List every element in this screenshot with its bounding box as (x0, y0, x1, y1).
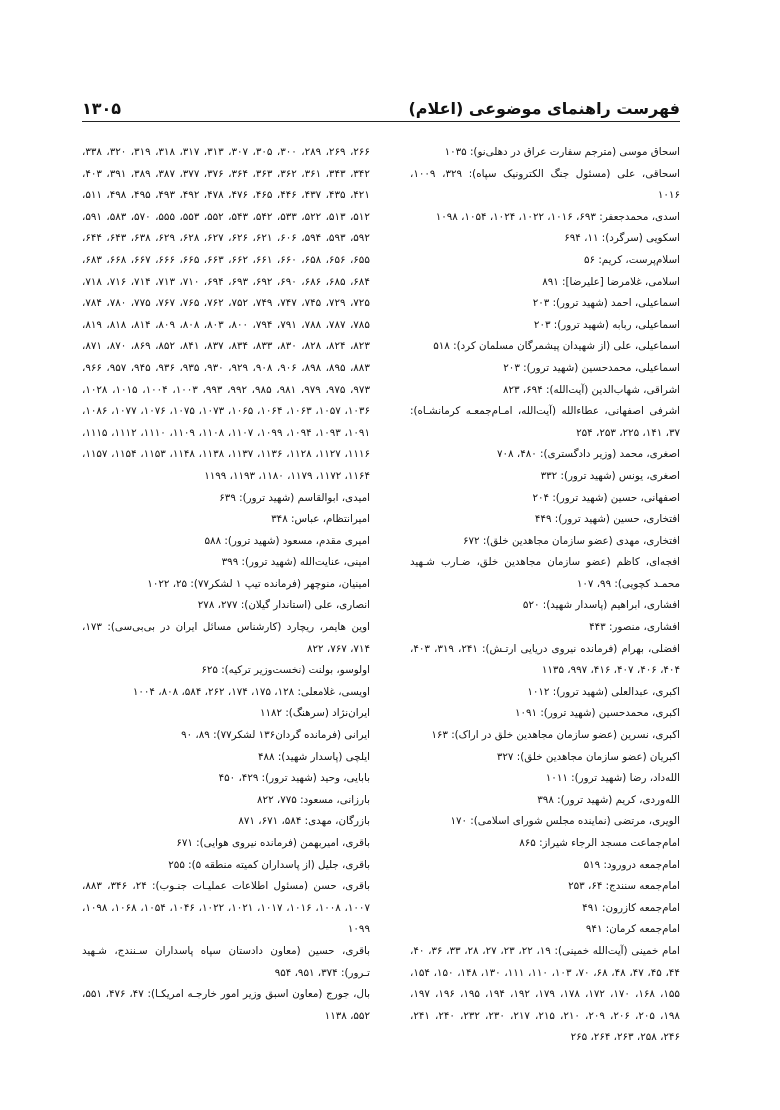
index-entry: امیری مقدم، مسعود (شهید ترور): ۵۸۸ (204, 534, 370, 547)
index-entry: اکبریان (عضو سازمان مجاهدین خلق): ۳۲۷ (496, 750, 680, 763)
index-entry: امام‌جمعه درورود: ۵۱۹ (583, 858, 680, 871)
index-entry: اسحاق موسی (مترجم سفارت عراق در دهلی‌نو): ۱۰۳۵ (444, 146, 680, 158)
index-entry: باقری، حسین (معاون دادستان سپاه پاسداران سـنندج، شـهید تـرور): ۳۷۴، ۹۵۱، ۹۵۴ (82, 944, 370, 979)
index-entry: افشاری، منصور: ۴۴۳ (589, 621, 680, 634)
index-entry: افجه‌ای، کاظم (عضو سازمان مجاهدین خلق، ضـارب شـهید محمـد کچویی): ۹۹، ۱۰۷ (410, 556, 680, 590)
index-entry: امام‌جماعت مسجد الرجاء شیراز: ۸۶۵ (519, 837, 680, 849)
index-entry: اسکویی (سرگرد): ۱۱، ۶۹۴ (564, 232, 680, 245)
index-entry: اکبری، عبدالعلی (شهید ترور): ۱۰۱۲ (527, 685, 680, 698)
index-entry: بازرگان، مهدی: ۵۸۴، ۶۷۱، ۸۷۱ (238, 815, 370, 828)
index-entry: اکبری، محمدحسین (شهید ترور): ۱۰۹۱ (514, 707, 680, 720)
index-entry: اویسی، غلامعلی: ۱۲۸، ۱۷۵، ۱۷۴، ۲۶۲، ۵۸۴، ۸۰۸، ۱۰۰۴ (132, 685, 370, 698)
index-entry: اصغری، محمد (وزیر دادگستری): ۴۸۰، ۷۰۸ (496, 448, 680, 461)
index-entry: اسماعیلی، علی (از شهیدان پیشمرگان مسلمان کرد): ۵۱۸ (433, 340, 680, 353)
index-entry: باقری، امیربهمن (فرمانده نیروی هوایی): ۶۷۱ (176, 837, 370, 849)
index-entry: اشرفی اصفهانی، عطاءالله (آیت‌الله، امـام‌جمعـه کرمانشـاه): ۳۷، ۱۴۱، ۲۲۵، ۲۵۳، ۲۵۴ (410, 405, 680, 439)
index-entry: افتخاری، حسین (شهید ترور): ۴۴۹ (534, 513, 680, 526)
index-entry: اصغری، یونس (شهید ترور): ۳۳۲ (540, 469, 680, 482)
index-column-left (82, 142, 370, 1027)
index-entry: اوین هایمر، ریچارد (کارشناس مسائل ایران در بی‌بی‌سی): ۱۷۳، ۷۱۴، ۷۶۷، ۸۲۲ (82, 621, 370, 655)
index-entry: اکبری، نسرین (عضو سازمان مجاهدین خلق در اراک): ۱۶۳ (431, 729, 680, 742)
index-entry: امام‌جمعه سنندج: ۶۴، ۲۵۳ (568, 880, 680, 893)
index-entry: باقری، جلیل (از پاسداران کمیته منطقه ۵): ۲۵۵ (168, 858, 370, 871)
index-entry: امینیان، منوچهر (فرمانده تیپ ۱ لشکر۷۷): ۲۵، ۱۰۲۲ (147, 577, 370, 590)
running-title: فهرست راهنمای موضوعی (اعلام) (408, 99, 680, 118)
index-entry: امام‌جمعه کازرون: ۴۹۱ (582, 901, 680, 914)
index-entry: ایلچی (پاسدار شهید): ۴۸۸ (257, 750, 370, 763)
index-entry: امیرانتظام، عباس: ۳۴۸ (271, 513, 370, 526)
index-entry: افشاری، ابراهیم (پاسدار شهید): ۵۲۰ (522, 599, 680, 612)
index-entry: ایرانی (فرمانده گردان۱۳۶ لشکر۷۷): ۸۹، ۹۰ (181, 729, 370, 742)
index-entry: اصفهانی، حسین (شهید ترور): ۲۰۴ (532, 491, 680, 504)
index-entry: امینی، عنایت‌الله (شهید ترور): ۳۹۹ (221, 556, 370, 569)
index-entry: اسماعیلی، ربابه (شهید ترور): ۲۰۳ (533, 318, 680, 331)
index-entry: امام خمینی (آیت‌الله خمینی): ۱۹، ۲۲، ۲۳، ۲۷، ۲۸، ۳۳، ۳۶، ۴۰، ۴۴، ۴۵، ۴۷، ۴۸، ۶۸، ۷۰، ۱۰۳، ۱۱۰، ۱۱۱، ۱۳۰، ۱۴۸، ۱۵۰، ۱۵۴، ۱۵۵، ۱۶۸، ۱۷۰، ۱۷۲، ۱۷۸، ۱۷۹، ۱۹۲، ۱۹۴، ۱۹۵، ۱۹۶، ۱۹۷، ۱۹۸، ۲۰۵، ۲۰۶، ۲۰۹، ۲۱۰، ۲۱۵، ۲۱۷، ۲۳۰، ۲۳۲، ۲۴۰، ۲۴۱، ۲۴۶، ۲۵۸، ۲۶۳، ۲۶۴، ۲۶۵ (410, 944, 680, 1044)
header-rule (82, 121, 680, 122)
index-entry: امیدی، ابوالقاسم (شهید ترور): ۶۳۹ (219, 491, 370, 504)
index-entry: بابایی، وحید (شهید ترور): ۴۲۹، ۴۵۰ (218, 772, 370, 785)
index-entry: اسدی، محمدجعفر: ۶۹۳، ۱۰۱۶، ۱۰۲۲، ۱۰۲۴، ۱۰۵۴، ۱۰۹۸ (435, 210, 680, 223)
index-entry: انصاری، علی (استاندار گیلان): ۲۷۷، ۲۷۸ (197, 599, 370, 612)
index-entry: اشراقی، شهاب‌الدین (آیت‌الله): ۶۹۴، ۸۲۳ (502, 383, 680, 396)
index-entry: الله‌داد، رضا (شهید ترور): ۱۰۱۱ (545, 772, 680, 785)
index-entry: الویری، مرتضی (نماینده مجلس شورای اسلامی): ۱۷۰ (450, 815, 680, 828)
index-entry: بال، جورج (معاون اسبق وزیر امور خارجـه امریکـا): ۴۷، ۴۷۶، ۵۵۱، ۵۵۲، ۱۱۳۸ (82, 988, 370, 1022)
index-entry: ایران‌نژاد (سرهنگ): ۱۱۸۲ (259, 707, 370, 720)
index-entry: باقری، حسن (مسئول اطلاعات عملیـات جنـوب): ۲۴، ۳۴۶، ۸۸۳، ۱۰۰۷، ۱۰۰۸، ۱۰۱۶، ۱۰۱۷، ۱۰۲۱، ۱۰۲۲، ۱۰۴۶، ۱۰۵۴، ۱۰۶۸، ۱۰۹۸، ۱۰۹۹ (82, 880, 370, 936)
index-entry: الله‌وردی، کریم (شهید ترور): ۳۹۸ (537, 793, 680, 806)
index-entry: افتخاری، مهدی (عضو سازمان مجاهدین خلق): ۶۷۲ (462, 534, 680, 547)
page-header (82, 88, 680, 118)
index-entry: اسماعیلی، محمدحسین (شهید ترور): ۲۰۳ (503, 361, 680, 374)
index-entry: بارزانی، مسعود: ۷۷۵، ۸۲۲ (257, 793, 370, 806)
index-entry: اسحاقی، علی (مسئول جنگ الکترونیک سپاه): ۳۲۹، ۱۰۰۹، ۱۰۱۶ (410, 167, 680, 202)
index-entry: امام‌جمعه کرمان: ۹۴۱ (585, 923, 680, 936)
index-column-right (410, 142, 680, 1049)
index-entry: افضلی، بهرام (فرمانده نیروی دریایی ارتـش): ۲۴۱، ۳۱۹، ۴۰۳، ۴۰۴، ۴۰۶، ۴۰۷، ۴۱۶، ۹۹۷، ۱۱۳۵ (410, 642, 680, 677)
index-entry: ۲۶۶، ۲۶۹، ۲۸۹، ۳۰۰، ۳۰۵، ۳۰۷، ۳۱۳، ۳۱۷، ۳۱۸، ۳۱۹، ۳۲۰، ۳۳۸، ۳۴۲، ۳۴۳، ۳۶۱، ۳۶۲، ۳۶۳، ۳۶۴، ۳۷۶، ۳۷۷، ۳۸۷، ۳۸۹، ۳۹۱، ۴۰۳، ۴۲۱، ۴۳۵، ۴۳۷، ۴۴۶، ۴۶۵، ۴۷۶، ۴۷۸، ۴۹۲، ۴۹۳، ۴۹۵، ۴۹۸، ۵۱۱، ۵۱۲، ۵۱۳، ۵۲۲، ۵۳۳، ۵۴۲، ۵۴۳، ۵۵۲، ۵۵۳، ۵۵۵، ۵۷۰، ۵۸۳، ۵۹۱، ۵۹۲، ۵۹۳، ۵۹۴، ۶۰۶، ۶۲۱، ۶۲۶، ۶۲۷، ۶۲۸، ۶۲۹، ۶۳۸، ۶۴۳، ۶۴۴، ۶۵۵، ۶۵۶، ۶۵۸، ۶۶۰، ۶۶۱، ۶۶۲، ۶۶۳، ۶۶۵، ۶۶۶، ۶۶۷، ۶۶۸، ۶۸۳، ۶۸۴، ۶۸۵، ۶۸۶، ۶۹۰، ۶۹۲، ۶۹۳، ۶۹۴، ۷۱۰، ۷۱۳، ۷۱۴، ۷۱۶، ۷۱۸، ۷۲۵، ۷۲۹، ۷۴۵، ۷۴۷، ۷۴۹، ۷۵۲، ۷۶۲، ۷۶۵، ۷۶۷، ۷۷۵، ۷۸۰، ۷۸۴، ۷۸۵، ۷۸۷، ۷۸۸، ۷۹۱، ۷۹۴، ۸۰۰، ۸۰۳، ۸۰۸، ۸۰۹، ۸۱۴، ۸۱۸، ۸۱۹، ۸۲۳، ۸۲۴، ۸۲۸، ۸۳۰، ۸۳۳، ۸۳۴، ۸۳۷، ۸۴۱، ۸۵۲، ۸۶۹، ۸۷۰، ۸۷۱، ۸۸۳، ۸۹۵، ۸۹۸، ۹۰۶، ۹۰۸، ۹۲۹، ۹۳۰، ۹۳۵، ۹۳۶، ۹۴۵، ۹۵۷، ۹۶۶، ۹۷۳، ۹۷۵، ۹۷۹، ۹۸۱، ۹۸۵، ۹۹۲، ۹۹۳، ۱۰۰۳، ۱۰۰۴، ۱۰۱۵، ۱۰۲۸، ۱۰۳۶، ۱۰۵۷، ۱۰۶۳، ۱۰۶۴، ۱۰۶۵، ۱۰۷۳، ۱۰۷۵، ۱۰۷۶، ۱۰۷۷، ۱۰۸۶، ۱۰۹۱، ۱۰۹۳، ۱۰۹۴، ۱۰۹۹، ۱۱۰۷، ۱۱۰۸، ۱۱۰۹، ۱۱۱۰، ۱۱۱۲، ۱۱۱۵، ۱۱۱۶، ۱۱۲۷، ۱۱۲۸، ۱۱۳۶، ۱۱۳۷، ۱۱۳۸، ۱۱۴۸، ۱۱۵۳، ۱۱۵۴، ۱۱۵۷، ۱۱۶۴، ۱۱۷۲، ۱۱۷۹، ۱۱۸۰، ۱۱۹۳، ۱۱۹۹ (82, 146, 370, 482)
index-entry: اسلام‌پرست، کریم: ۵۶ (584, 253, 680, 266)
index-entry: اسلامی، غلامرضا [علیرضا]: ۸۹۱ (542, 275, 680, 288)
index-entry: اولوسو، بولنت (نخست‌وزیر ترکیه): ۶۲۵ (201, 664, 370, 677)
index-entry: اسماعیلی، احمد (شهید ترور): ۲۰۳ (532, 297, 680, 310)
page-number: ۱۳۰۵ (82, 99, 122, 118)
